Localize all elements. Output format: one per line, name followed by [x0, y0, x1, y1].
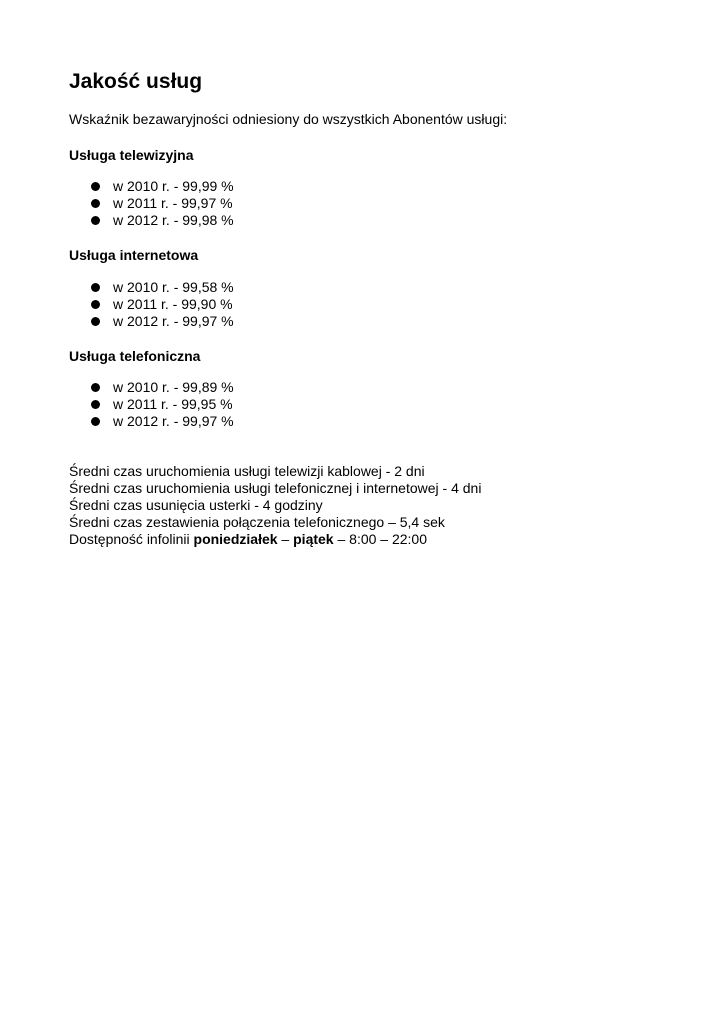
bullet-icon: [91, 383, 100, 392]
fact-tv-activation: Średni czas uruchomienia usługi telewizji kablowej - 2 dni: [69, 463, 425, 479]
fact-hotline-availability: Dostępność infolinii poniedziałek – piątek – 8:00 – 22:00: [69, 531, 428, 547]
bullet-icon: [91, 300, 100, 309]
section-heading-tv: Usługa telewizyjna: [69, 147, 194, 163]
bullet-icon: [91, 400, 100, 409]
service-facts: [69, 463, 481, 548]
section-heading-phone: Usługa telefoniczna: [69, 348, 201, 364]
fact-call-setup-time: Średni czas zestawienia połączenia telefonicznego – 5,4 sek: [69, 514, 445, 530]
bullet-icon: [91, 417, 100, 426]
fact-phone-internet-activation: Średni czas uruchomienia usługi telefonicznej i internetowej - 4 dni: [69, 480, 482, 496]
bullet-icon: [91, 182, 100, 191]
bullet-icon: [91, 317, 100, 326]
bullet-icon: [91, 283, 100, 292]
page-title: Jakość usług: [69, 70, 203, 93]
day-to: piątek: [293, 531, 334, 547]
intro-text: Wskaźnik bezawaryjności odniesiony do wszystkich Abonentów usługi:: [69, 111, 508, 127]
bullet-icon: [91, 199, 100, 208]
fact-repair-time: Średni czas usunięcia usterki - 4 godziny: [69, 497, 323, 513]
day-from: poniedziałek: [193, 531, 278, 547]
section-heading-internet: Usługa internetowa: [69, 247, 199, 263]
bullet-icon: [91, 216, 100, 225]
